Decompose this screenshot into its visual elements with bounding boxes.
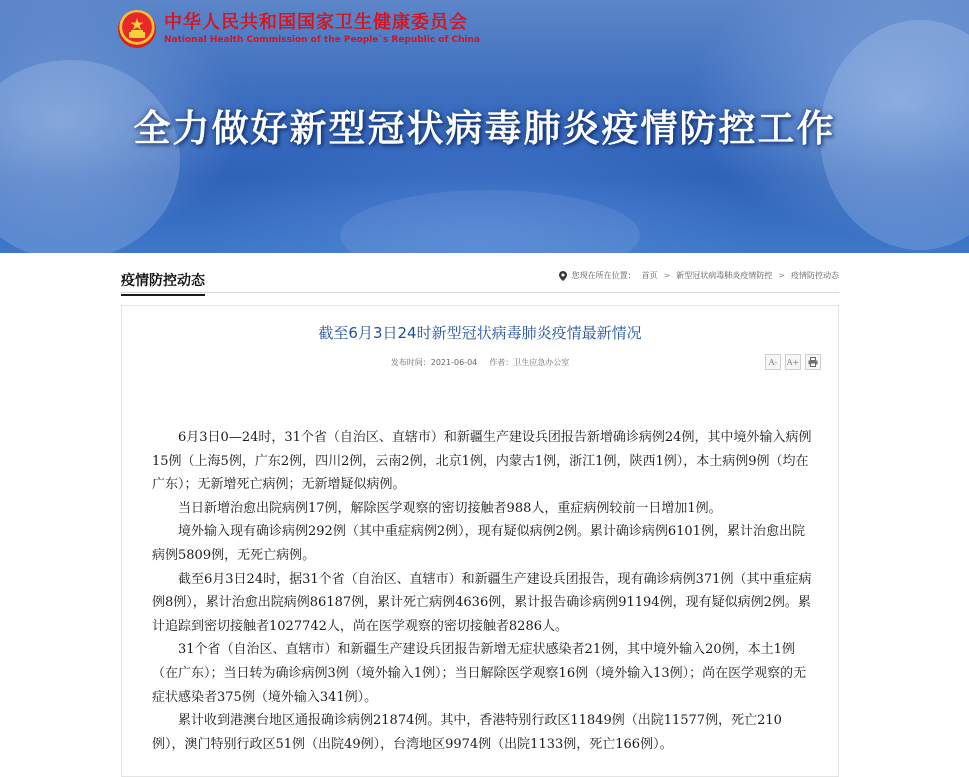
org-name-en: National Health Commission of the People`s Republic of China bbox=[164, 35, 481, 45]
article-title: 截至6月3日24时新型冠状病毒肺炎疫情最新情况 bbox=[318, 324, 642, 342]
article-paragraph: 6月3日0—24时，31个省（自治区、直辖市）和新疆生产建设兵团报告新增确诊病例24例，其中境外输入病例15例（上海5例，广东2例，四川2例，云南2例，北京1例，内蒙古1例，浙江1例，陕西1例），本土病例9例（均在广东）；无新增死亡病例；无新增疑似病例。 bbox=[152, 430, 812, 493]
article-meta bbox=[122, 357, 838, 368]
org-name-cn: 中华人民共和国国家卫生健康委员会 bbox=[164, 12, 468, 33]
banner-decoration bbox=[340, 190, 640, 253]
national-emblem-icon bbox=[118, 10, 156, 48]
breadcrumb-separator: > bbox=[778, 271, 785, 280]
font-larger-button[interactable]: A+ bbox=[785, 354, 801, 370]
font-smaller-button[interactable]: A- bbox=[765, 354, 781, 370]
breadcrumb-current[interactable]: 疫情防控动态 bbox=[791, 271, 839, 280]
print-button[interactable] bbox=[805, 354, 821, 370]
location-pin-icon bbox=[559, 271, 567, 281]
article-paragraph: 境外输入现有确诊病例292例（其中重症病例2例），现有疑似病例2例。累计确诊病例6101例，累计治愈出院病例5809例，无死亡病例。 bbox=[152, 524, 805, 563]
site-logo[interactable] bbox=[118, 8, 480, 50]
breadcrumb-home[interactable]: 首页 bbox=[641, 271, 658, 280]
publish-date-label: 发布时间： bbox=[390, 358, 431, 367]
breadcrumb-separator: > bbox=[663, 271, 671, 280]
breadcrumb-covid-control[interactable]: 新型冠状病毒肺炎疫情防控 bbox=[676, 271, 773, 280]
article-paragraph: 当日新增治愈出院病例17例，解除医学观察的密切接触者988人，重症病例较前一日增加1例。 bbox=[178, 500, 722, 516]
breadcrumb-prefix: 您现在所在位置： bbox=[571, 271, 636, 280]
breadcrumb bbox=[559, 270, 839, 281]
section-header bbox=[121, 266, 839, 293]
section-title[interactable]: 疫情防控动态 bbox=[121, 270, 205, 296]
article-tools bbox=[761, 354, 821, 370]
publish-date: 2021-06-04 bbox=[430, 358, 478, 367]
article-paragraph: 截至6月3日24时，据31个省（自治区、直辖市）和新疆生产建设兵团报告，现有确诊病例371例（其中重症病例8例），累计治愈出院病例86187例，累计死亡病例4636例，累计报告确诊病例91194例，现有疑似病例2例。累计追踪到密切接触者1027742人，尚在医学观察的密切接触者8286人。 bbox=[152, 571, 812, 634]
printer-icon bbox=[808, 357, 818, 367]
banner-slogan: 全力做好新型冠状病毒肺炎疫情防控工作 bbox=[133, 107, 836, 150]
article-card bbox=[121, 305, 839, 777]
banner-decoration bbox=[0, 60, 180, 253]
source-label: 作者： bbox=[489, 358, 514, 367]
header-banner bbox=[0, 0, 969, 253]
article-paragraph: 31个省（自治区、直辖市）和新疆生产建设兵团报告新增无症状感染者21例，其中境外输入20例，本土1例（在广东）；当日转为确诊病例3例（境外输入1例）；当日解除医学观察16例（境外输入13例）；尚在医学观察的无症状感染者375例（境外输入341例）。 bbox=[152, 642, 807, 705]
article-body bbox=[152, 426, 812, 756]
article-paragraph: 累计收到港澳台地区通报确诊病例21874例。其中，香港特别行政区11849例（出院11577例，死亡210例），澳门特别行政区51例（出院49例），台湾地区9974例（出院1133例，死亡166例）。 bbox=[152, 713, 782, 752]
article-source: 卫生应急办公室 bbox=[513, 358, 570, 367]
